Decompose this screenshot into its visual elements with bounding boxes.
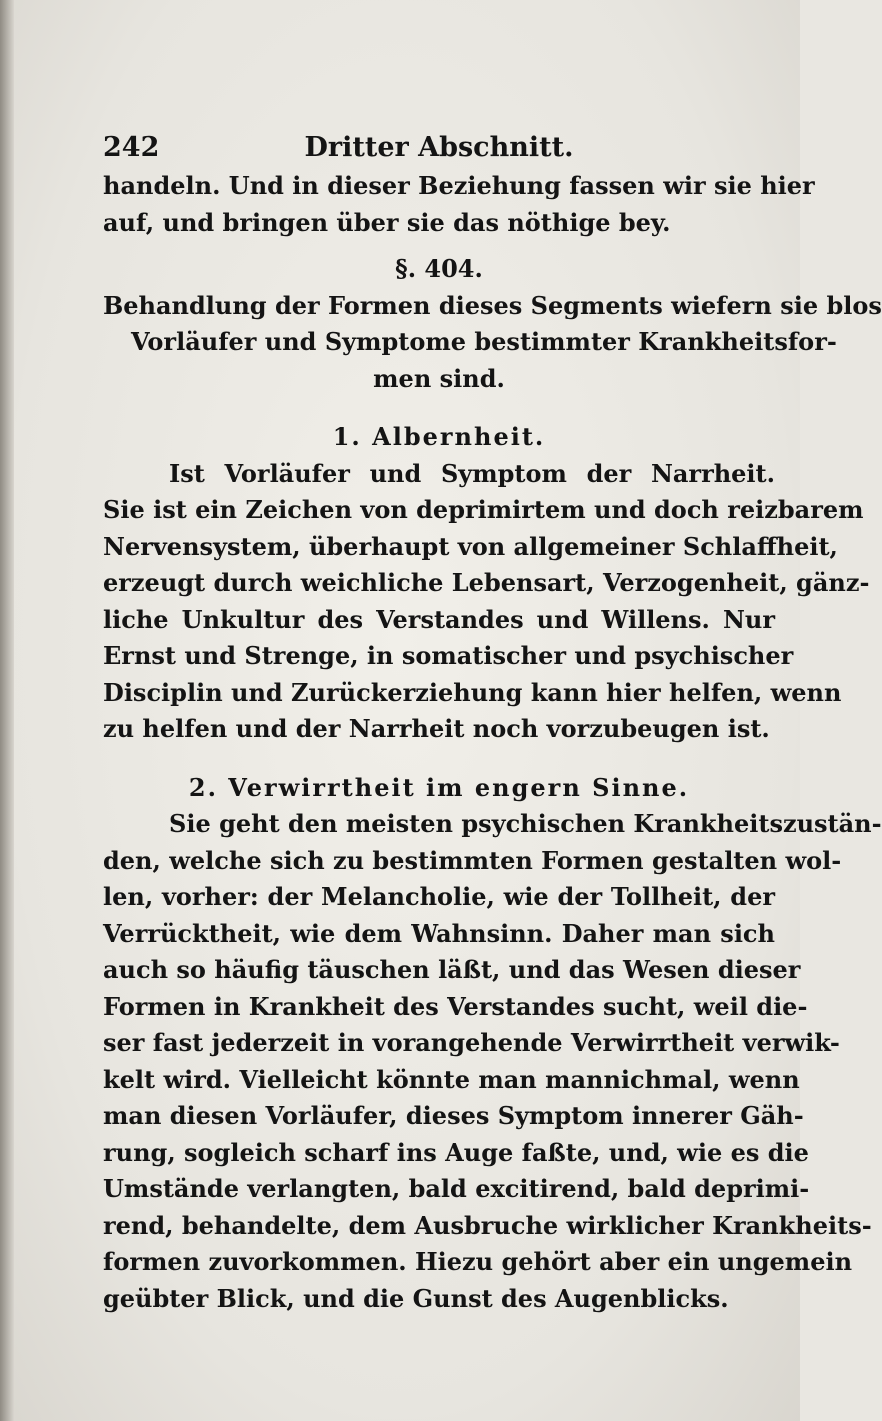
text-line: ser fast jederzeit in vorangehende Verwirrtheit verwik- [103,1028,840,1057]
opening-paragraph [103,168,815,241]
text-line: Sie ist ein Zeichen von deprimirtem und doch reizbarem [103,495,864,524]
subsection-heading-albernheit: 1. Albernheit. [332,422,546,451]
text-line: Verrücktheit, wie dem Wahnsinn. Daher man sich [103,918,775,948]
text-line: Umstände verlangten, bald excitirend, bald deprimi- [103,1174,810,1203]
section-title-line: Behandlung der Formen dieses Segments wiefern sie blos [103,290,882,320]
verwirrtheit-paragraph [103,806,882,1317]
text-line: len, vorher: der Melancholie, wie der Tollheit, der [103,882,775,911]
text-line: liche Unkultur des Verstandes und Willens. Nur [103,604,775,634]
text-line: geübter Blick, und die Gunst des Augenblicks. [103,1283,729,1313]
text-line: formen zuvorkommen. Hiezu gehört aber ein ungemein [103,1247,853,1276]
subsection-heading-verwirrtheit: 2. Verwirrtheit im engern Sinne. [188,772,690,802]
text-line: Disciplin und Zurückerziehung kann hier helfen, wenn [103,677,842,707]
page-number: 242 [103,132,160,163]
section-number: §. 404. [395,254,483,283]
running-title: Dritter Abschnitt. [304,132,574,163]
text-line: rend, behandelte, dem Ausbruche wirklicher Krankheits- [103,1210,872,1240]
page-binding-shadow [0,0,14,1421]
section-title-line: Vorläufer und Symptome bestimmter Krankheitsfor- [131,327,837,356]
page-header [103,128,775,168]
text-line: kelt wird. Vielleicht könnte man mannichmal, wenn [103,1064,800,1094]
text-line: erzeugt durch weichliche Lebensart, Verzogenheit, gänz- [103,568,870,597]
albernheit-paragraph [103,456,870,748]
text-line: Formen in Krankheit des Verstandes sucht, weil die- [103,991,808,1021]
text-line: zu helfen und der Narrheit noch vorzubeugen ist. [103,714,770,743]
text-line: handeln. Und in dieser Beziehung fassen wir sie hier [103,171,815,200]
text-line: Nervensystem, überhaupt von allgemeiner Schlaffheit, [103,531,838,561]
text-line: Ernst und Strenge, in somatischer und psychischer [103,641,794,670]
page-text [103,128,882,1317]
section-title [103,288,882,398]
section-title-line: men sind. [373,363,505,393]
text-line: rung, sogleich scharf ins Auge faßte, und, wie es die [103,1137,809,1167]
text-line: Sie geht den meisten psychischen Krankheitszustän- [169,809,882,838]
text-line: auf, und bringen über sie das nöthige bey. [103,207,671,237]
text-line: man diesen Vorläufer, dieses Symptom innerer Gäh- [103,1101,804,1130]
text-line: Ist Vorläufer und Symptom der Narrheit. [169,458,775,488]
text-line: den, welche sich zu bestimmten Formen gestalten wol- [103,845,842,875]
text-line: auch so häufig täuschen läßt, und das Wesen dieser [103,955,801,984]
